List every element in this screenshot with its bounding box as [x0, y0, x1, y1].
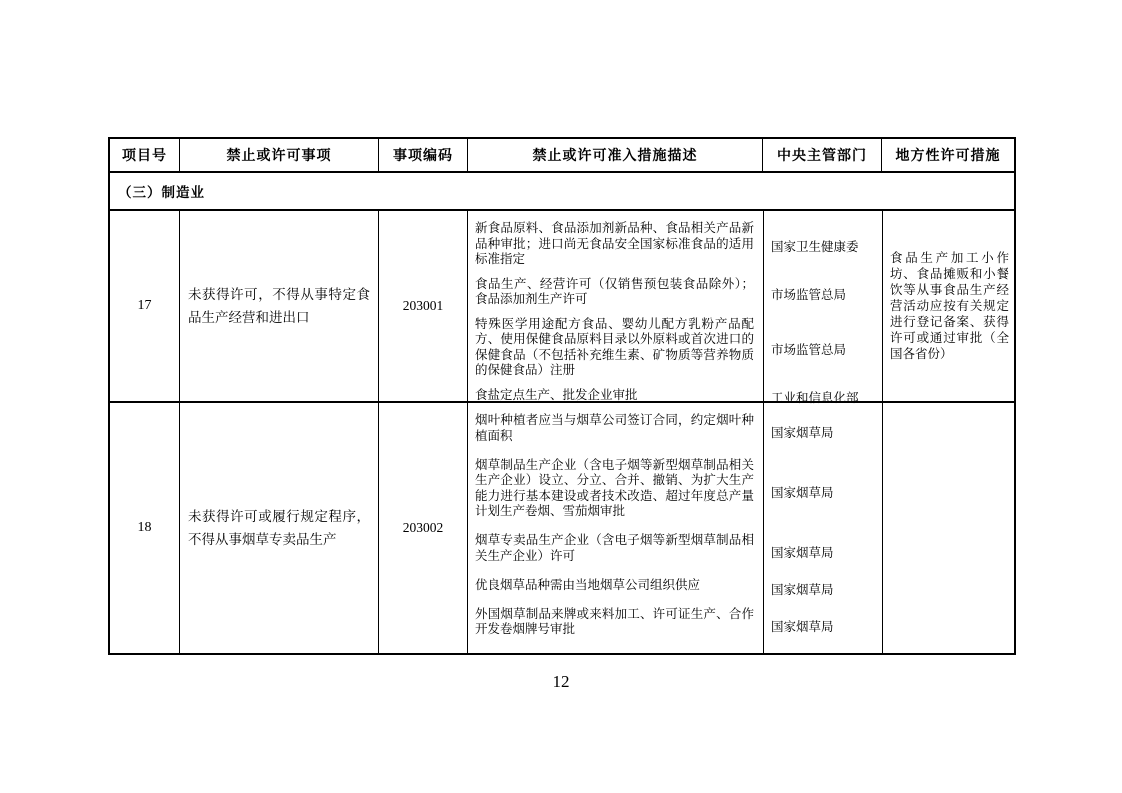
cell-item-name: 未获得许可，不得从事特定食品生产经营和进出口 [180, 211, 379, 401]
measure-pair [468, 575, 882, 604]
measure-dept: 国家烟草局 [771, 619, 834, 634]
col-header-code: 事项编码 [379, 139, 468, 171]
measure-dept: 国家烟草局 [771, 486, 834, 501]
cell-measures-departments [468, 403, 883, 653]
measure-dept: 国家烟草局 [771, 583, 834, 597]
measure-desc: 外国烟草制品来牌或来料加工、许可证生产、合作开发卷烟牌号审批 [475, 606, 754, 636]
measure-desc: 食盐定点生产、批发企业审批 [475, 387, 638, 402]
cell-item-no: 17 [110, 211, 180, 401]
measure-pair [468, 274, 882, 314]
table-header-row [110, 139, 1014, 171]
section-row-manufacturing [110, 171, 1014, 209]
measure-dept: 国家烟草局 [771, 546, 834, 561]
cell-item-no: 18 [110, 403, 180, 653]
cell-item-code: 203002 [379, 403, 468, 653]
measure-desc: 新食品原料、食品添加剂新品种、食品相关产品新品种审批；进口尚无食品安全国家标准食品的适用标准指定 [475, 221, 754, 266]
measure-dept: 市场监管总局 [771, 343, 847, 357]
measure-desc: 烟叶种植者应当与烟草公司签订合同，约定烟叶种植面积 [475, 413, 754, 443]
cell-item-name: 未获得许可或履行规定程序，不得从事烟草专卖品生产 [180, 403, 379, 653]
col-header-local: 地方性许可措施 [895, 149, 1001, 164]
col-header-dept: 中央主管部门 [763, 139, 882, 171]
measure-desc: 优良烟草品种需由当地烟草公司组织供应 [475, 577, 701, 592]
measure-desc: 特殊医学用途配方食品、婴幼儿配方乳粉产品配方、使用保健食品原料目录以外原料或首次进口的保健食品（不包括补充维生素、矿物质等营养物质的保健食品）注册 [475, 316, 754, 377]
cell-measures-departments [468, 211, 883, 405]
measure-desc: 食品生产、经营许可（仅销售预包装食品除外）；食品添加剂生产许可 [475, 276, 754, 306]
measure-pair [468, 604, 882, 649]
measure-desc: 烟草专卖品生产企业（含电子烟等新型烟草制品相关生产企业）许可 [475, 533, 754, 563]
measure-desc: 烟草制品生产企业（含电子烟等新型烟草制品相关生产企业）设立、分立、合并、撤销、为扩大生产能力进行基本建设或者技术改造、超过年度总产量计划生产卷烟、雪茄烟审批 [475, 457, 754, 518]
cell-local-measures: 食品生产加工小作坊、食品摊贩和小餐饮等从事食品生产经营活动应按有关规定进行登记备案、获得许可或通过审批（全国各省份） [890, 251, 1009, 361]
col-header-item-no: 项目号 [110, 139, 180, 171]
measure-dept: 市场监管总局 [771, 287, 847, 302]
table-row-18 [110, 401, 1014, 653]
cell-item-code: 203001 [379, 211, 468, 401]
cell-local-measures [883, 403, 1014, 653]
negative-list-table [108, 137, 1016, 655]
table-row-17 [110, 209, 1014, 405]
measure-dept: 工业和信息化部 [771, 390, 859, 405]
page-number: 12 [552, 672, 570, 691]
measure-dept: 国家卫生健康委 [771, 239, 859, 254]
col-header-measures: 禁止或许可准入措施描述 [468, 139, 763, 171]
measure-pair [468, 218, 882, 274]
col-header-item: 禁止或许可事项 [180, 139, 379, 171]
measure-pair [468, 314, 882, 385]
measure-pair [468, 530, 882, 575]
section-label: （三）制造业 [118, 185, 205, 200]
measure-dept: 国家烟草局 [771, 426, 834, 441]
measure-pair [468, 410, 882, 455]
measure-pair [468, 455, 882, 531]
